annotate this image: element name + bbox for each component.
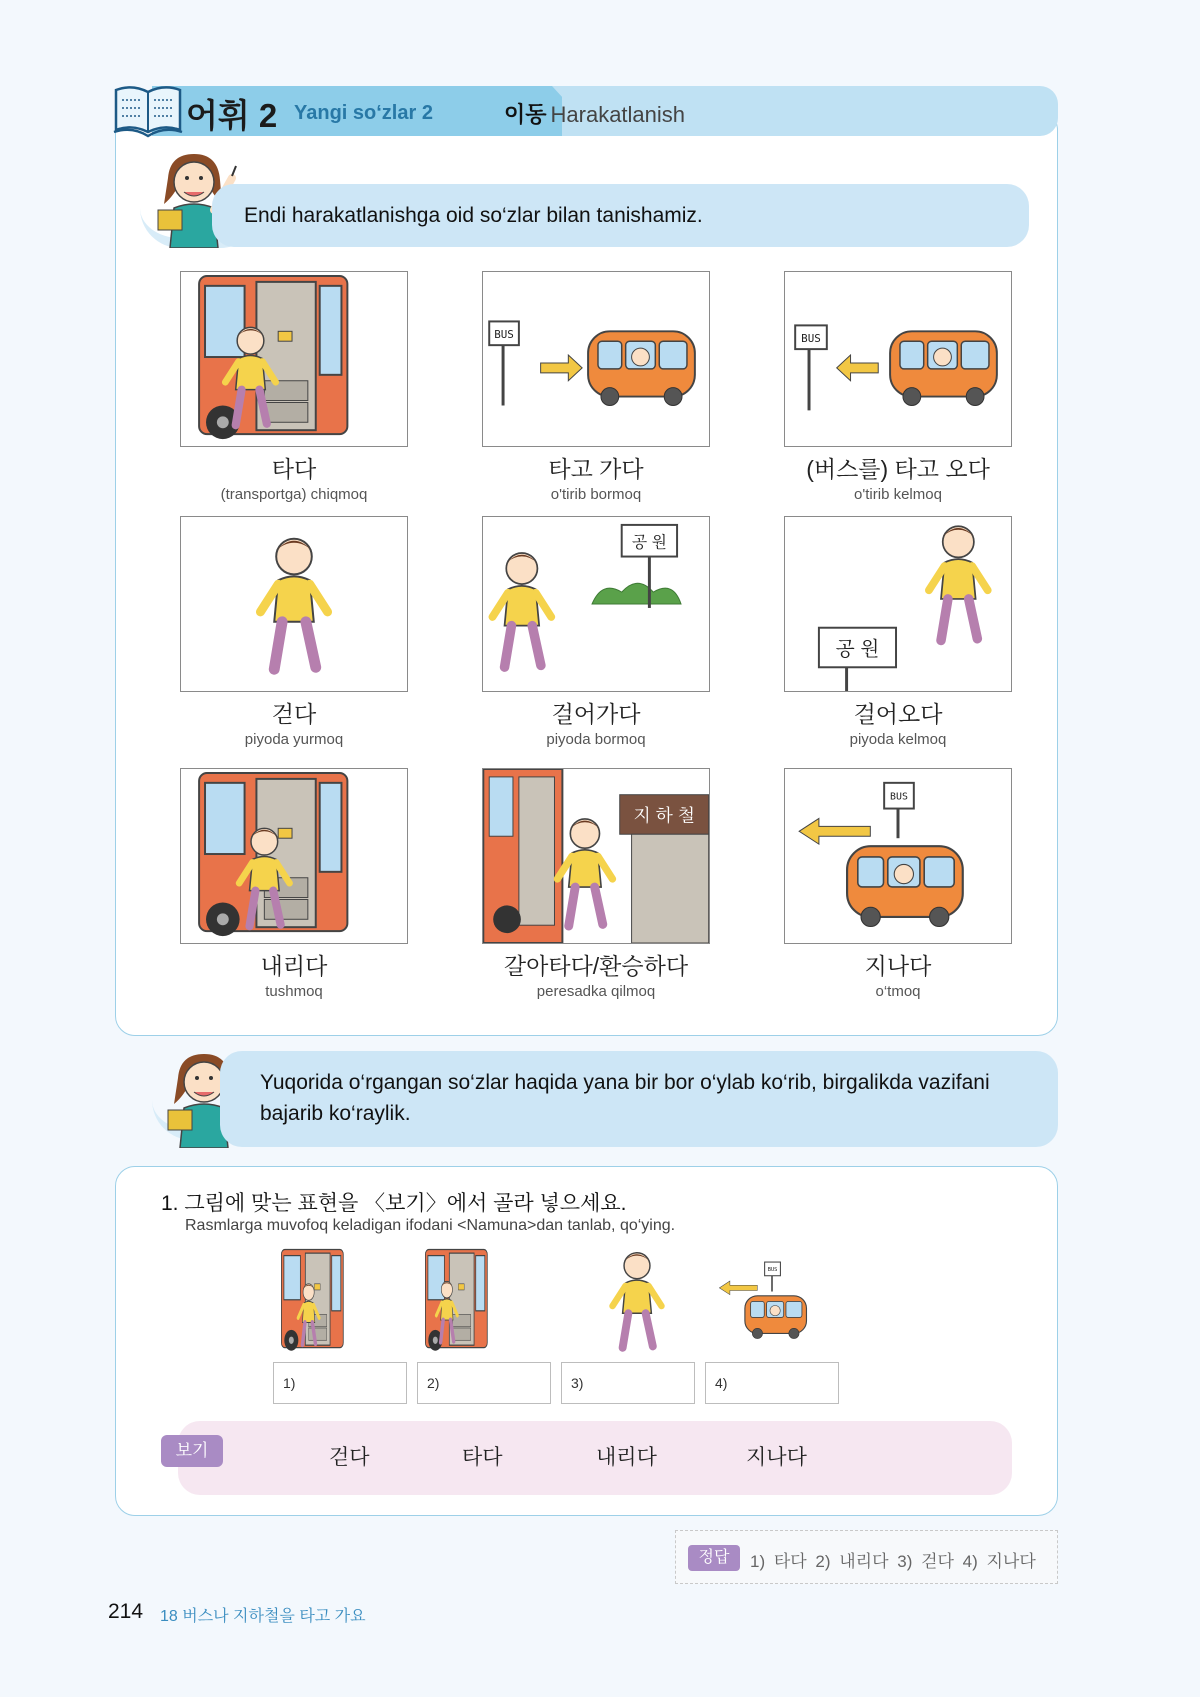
example-word-bar bbox=[178, 1421, 1012, 1495]
exercise-question-uz: Rasmlarga muvofoq keladigan ifodani <Namuna>dan tanlab, qo‘ying. bbox=[185, 1217, 676, 1234]
vocab-uzbek: o'tirib bormoq bbox=[550, 486, 642, 503]
exercise-picture-4 bbox=[712, 1247, 832, 1355]
vocab-item-tago-oda bbox=[784, 271, 1012, 503]
section-subtitle: Yangi so‘zlar 2 bbox=[294, 102, 433, 124]
park-sign: 공 원 bbox=[835, 638, 880, 661]
vocab-uzbek: piyoda bormoq bbox=[546, 731, 646, 748]
section-title: 어휘 2 bbox=[186, 97, 278, 134]
topic-ko: 이동 bbox=[504, 102, 547, 127]
bus-stop-sign: BUS bbox=[890, 791, 908, 803]
vocab-item-naerida bbox=[180, 768, 408, 1000]
vocab-item-geotda bbox=[180, 516, 408, 748]
review-text-line2: bajarib ko‘raylik. bbox=[260, 1102, 411, 1125]
vocab-picture bbox=[180, 516, 408, 692]
vocab-uzbek: o'tirib kelmoq bbox=[854, 486, 942, 503]
vocab-picture bbox=[180, 271, 408, 447]
vocab-korean: 내리다 bbox=[260, 953, 328, 979]
answer-blank-2[interactable]: 2) bbox=[417, 1362, 551, 1404]
vocab-uzbek: piyoda kelmoq bbox=[849, 731, 947, 748]
intro-speech-bubble bbox=[212, 184, 1029, 247]
vocab-picture bbox=[784, 271, 1012, 447]
answer-text: 1) 타다 2) 내리다 3) 걷다 4) 지나다 bbox=[750, 1552, 1036, 1571]
vocab-item-georeogada bbox=[482, 516, 710, 748]
exercise-card bbox=[115, 1166, 1058, 1516]
subway-sign: 지 하 철 bbox=[633, 805, 695, 826]
vocab-uzbek: (transportga) chiqmoq bbox=[220, 486, 368, 503]
example-word[interactable]: 내리다 bbox=[596, 1446, 657, 1469]
example-label: 보기 bbox=[161, 1435, 223, 1467]
park-sign: 공 원 bbox=[631, 534, 667, 552]
bus-stop-sign: BUS bbox=[801, 332, 821, 346]
bus-stop-sign: BUS bbox=[767, 1267, 778, 1273]
vocab-uzbek: o‘tmoq bbox=[875, 983, 921, 1000]
exercise-picture-2 bbox=[418, 1247, 512, 1355]
open-book-icon bbox=[112, 84, 184, 138]
vocab-korean: 걸어가다 bbox=[551, 701, 641, 727]
answer-blank-1[interactable]: 1) bbox=[273, 1362, 407, 1404]
exercise-picture-3 bbox=[590, 1247, 684, 1355]
vocab-uzbek: tushmoq bbox=[265, 983, 323, 1000]
vocab-picture bbox=[482, 768, 710, 944]
vocab-item-jinada bbox=[784, 768, 1012, 1000]
vocab-korean: 타다 bbox=[271, 456, 317, 482]
vocab-item-garatada bbox=[482, 768, 710, 1000]
vocab-picture bbox=[482, 516, 710, 692]
vocab-picture bbox=[180, 768, 408, 944]
answer-blank-3[interactable]: 3) bbox=[561, 1362, 695, 1404]
bus-stop-sign: BUS bbox=[494, 328, 514, 342]
example-word[interactable]: 지나다 bbox=[746, 1446, 807, 1469]
answer-label: 정답 bbox=[688, 1545, 740, 1571]
answer-key bbox=[675, 1530, 1058, 1584]
vocab-item-tago-gada bbox=[482, 271, 710, 503]
vocab-korean: (버스를) 타고 오다 bbox=[806, 456, 990, 482]
vocab-item-georeooda bbox=[784, 516, 1012, 748]
vocab-uzbek: peresadka qilmoq bbox=[536, 983, 656, 1000]
exercise-question: 1. 그림에 맞는 표현을 〈보기〉에서 골라 넣으세요. bbox=[161, 1192, 627, 1215]
exercise-picture-1 bbox=[274, 1247, 368, 1355]
review-speech-bubble bbox=[220, 1051, 1058, 1147]
topic-label bbox=[504, 98, 685, 129]
vocab-picture bbox=[482, 271, 710, 447]
vocab-korean: 지나다 bbox=[864, 953, 932, 979]
vocab-korean: 걷다 bbox=[271, 701, 317, 727]
vocab-korean: 타고 가다 bbox=[548, 456, 644, 482]
chapter-title: 18 버스나 지하철을 타고 가요 bbox=[160, 1608, 366, 1625]
example-word[interactable]: 타다 bbox=[462, 1446, 503, 1469]
vocab-item-tada bbox=[180, 271, 408, 503]
vocab-uzbek: piyoda yurmoq bbox=[244, 731, 344, 748]
vocab-korean: 걸어오다 bbox=[853, 701, 943, 727]
vocab-picture bbox=[784, 516, 1012, 692]
example-word[interactable]: 걷다 bbox=[329, 1446, 370, 1469]
vocab-korean: 갈아타다/환승하다 bbox=[503, 953, 689, 979]
answer-blank-4[interactable]: 4) bbox=[705, 1362, 839, 1404]
review-text-line1: Yuqorida o‘rgangan so‘zlar haqida yana bir bor o‘ylab ko‘rib, birgalikda vazifani bbox=[260, 1071, 990, 1094]
vocab-picture bbox=[784, 768, 1012, 944]
page-number: 214 bbox=[108, 1600, 144, 1623]
topic-uz: Harakatlanish bbox=[550, 102, 686, 127]
section-header bbox=[112, 84, 1058, 138]
intro-text: Endi harakatlanishga oid so‘zlar bilan tanishamiz. bbox=[244, 204, 703, 227]
